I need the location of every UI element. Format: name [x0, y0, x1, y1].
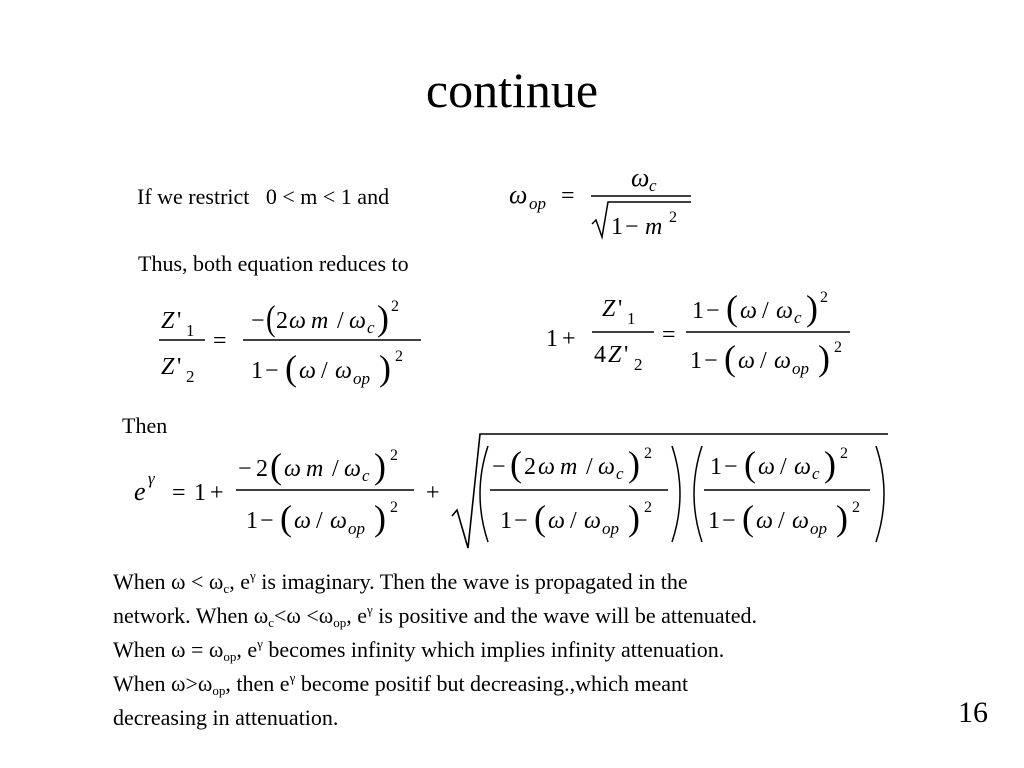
- svg-text:−: −: [260, 508, 274, 534]
- svg-text:ω: ω: [598, 454, 615, 480]
- svg-text:c: c: [794, 308, 802, 327]
- omega-op-equation: [505, 158, 705, 248]
- svg-text:/: /: [780, 454, 787, 480]
- svg-text:(: (: [280, 498, 292, 538]
- svg-text:): ): [806, 288, 818, 328]
- svg-text:ω: ω: [289, 308, 306, 334]
- svg-text:): ): [379, 348, 391, 388]
- svg-text:c: c: [367, 318, 375, 337]
- svg-text:ω: ω: [509, 180, 528, 209]
- svg-text:−: −: [722, 508, 736, 534]
- para-line-5: decreasing in attenuation.: [113, 705, 339, 730]
- svg-text:m: m: [306, 456, 324, 482]
- slide-title: continue: [425, 62, 599, 118]
- svg-text:c: c: [362, 466, 370, 485]
- svg-text:ω: ω: [330, 508, 347, 534]
- svg-text:': ': [624, 342, 629, 368]
- svg-text:): ): [818, 338, 830, 378]
- svg-text:(: (: [744, 444, 756, 484]
- svg-text:(: (: [270, 446, 282, 486]
- svg-text:ω: ω: [335, 358, 352, 384]
- svg-text:1: 1: [690, 348, 702, 374]
- svg-text:ω: ω: [774, 348, 791, 374]
- svg-text:−: −: [492, 454, 506, 480]
- thus-text: Thus, both equation reduces to: [138, 251, 409, 276]
- svg-text:): ): [836, 498, 848, 538]
- para-line-4: When $\omega>\omega_{op}$, then $e^\gamma$ become positif but decreasing.,which meant: [113, 670, 689, 698]
- svg-text:1: 1: [500, 508, 512, 534]
- svg-text:2: 2: [669, 209, 677, 226]
- svg-text:2: 2: [852, 499, 860, 516]
- svg-text:/: /: [778, 508, 785, 534]
- svg-text:γ: γ: [148, 469, 155, 488]
- svg-text:op: op: [348, 519, 365, 538]
- svg-text:ω: ω: [349, 308, 366, 334]
- svg-text:m: m: [560, 454, 578, 480]
- e-gamma-equation: [128, 430, 894, 555]
- svg-text:/: /: [337, 308, 344, 334]
- svg-text:ω: ω: [756, 508, 773, 534]
- svg-text:2: 2: [390, 447, 398, 464]
- svg-text:2: 2: [524, 454, 536, 480]
- svg-text:1: 1: [692, 298, 704, 324]
- svg-text:/: /: [332, 456, 339, 482]
- para-line-1: When $\omega < \omega_c$, $e^\gamma$ is imaginary. Then the wave is propagated in the: [113, 568, 688, 596]
- svg-text:2: 2: [634, 355, 643, 374]
- svg-text:ω: ω: [776, 298, 793, 324]
- svg-text:2: 2: [644, 445, 652, 462]
- svg-text:2: 2: [834, 339, 842, 356]
- svg-text:2: 2: [276, 308, 288, 334]
- svg-text:ω: ω: [284, 456, 301, 482]
- z-ratio-equation: [155, 288, 435, 398]
- svg-text:ω: ω: [344, 456, 361, 482]
- svg-text:1: 1: [611, 214, 623, 240]
- svg-text:−: −: [724, 454, 738, 480]
- svg-text:−: −: [704, 348, 718, 374]
- svg-text:m: m: [645, 214, 663, 240]
- then-text: Then: [122, 413, 168, 438]
- svg-text:c: c: [616, 464, 624, 483]
- svg-text:+: +: [562, 326, 576, 352]
- svg-text:op: op: [810, 519, 827, 538]
- para-line-3: When $\omega = \omega_{op}$, $e^\gamma$ becomes infinity which implies infinity attenuation.: [113, 636, 725, 664]
- svg-text:): ): [628, 498, 640, 538]
- svg-text:(: (: [726, 288, 738, 328]
- page-number: 16: [958, 696, 988, 729]
- svg-text:/: /: [760, 348, 767, 374]
- svg-text:2: 2: [391, 298, 399, 315]
- svg-text:−: −: [238, 456, 252, 482]
- svg-text:2: 2: [840, 445, 848, 462]
- svg-text:op: op: [602, 519, 619, 538]
- svg-text:(: (: [266, 299, 276, 339]
- para-line-2: network. When $\omega_c<\omega <\omega_{op}$, $e^\gamma$ is positive and the wave will be attenuated.: [113, 602, 758, 630]
- svg-text:Z: Z: [608, 342, 622, 368]
- svg-text:−: −: [251, 308, 265, 334]
- svg-text:e: e: [134, 477, 146, 506]
- svg-text:1: 1: [710, 454, 722, 480]
- svg-text:1: 1: [194, 480, 206, 506]
- svg-text:(: (: [742, 498, 754, 538]
- svg-text:=: =: [213, 328, 227, 354]
- explanation-paragraph: [113, 565, 973, 735]
- svg-text:1: 1: [186, 321, 195, 340]
- svg-text:2: 2: [390, 499, 398, 516]
- svg-text:': ': [177, 308, 182, 334]
- svg-text:(: (: [510, 444, 522, 484]
- svg-text:Z: Z: [161, 308, 175, 334]
- svg-text:ω: ω: [538, 454, 555, 480]
- svg-text:ω: ω: [631, 163, 650, 192]
- svg-text:op: op: [529, 194, 546, 213]
- svg-text:2: 2: [395, 348, 403, 365]
- svg-text:m: m: [311, 308, 329, 334]
- svg-text:ω: ω: [299, 358, 316, 384]
- svg-text:op: op: [353, 369, 370, 388]
- svg-text:ω: ω: [738, 348, 755, 374]
- one-plus-equation: [544, 286, 864, 396]
- svg-text:ω: ω: [758, 454, 775, 480]
- svg-text:1: 1: [708, 508, 720, 534]
- svg-text:2: 2: [644, 499, 652, 516]
- svg-text:(: (: [534, 498, 546, 538]
- svg-text:Z: Z: [602, 296, 616, 322]
- svg-text:+: +: [426, 480, 440, 506]
- svg-text:): ): [824, 444, 836, 484]
- svg-text:/: /: [586, 454, 593, 480]
- svg-text:=: =: [172, 480, 186, 506]
- svg-text:': ': [177, 354, 182, 380]
- svg-text:1: 1: [251, 358, 263, 384]
- svg-text:−: −: [706, 298, 720, 324]
- svg-text:/: /: [762, 298, 769, 324]
- svg-text:): ): [377, 298, 389, 338]
- svg-text:+: +: [210, 480, 224, 506]
- svg-text:/: /: [570, 508, 577, 534]
- svg-text:(: (: [724, 338, 736, 378]
- svg-text:=: =: [662, 322, 676, 348]
- svg-text:−: −: [265, 358, 279, 384]
- svg-text:c: c: [649, 176, 657, 195]
- svg-text:2: 2: [256, 456, 268, 482]
- svg-text:ω: ω: [584, 508, 601, 534]
- svg-text:1: 1: [246, 508, 258, 534]
- svg-text:2: 2: [186, 367, 195, 386]
- svg-text:/: /: [321, 358, 328, 384]
- svg-text:−: −: [625, 214, 639, 240]
- svg-text:): ): [374, 446, 386, 486]
- svg-text:': ': [618, 296, 623, 322]
- svg-text:): ): [374, 498, 386, 538]
- svg-text:−: −: [514, 508, 528, 534]
- svg-text:ω: ω: [740, 298, 757, 324]
- svg-text:2: 2: [820, 289, 828, 306]
- svg-text:ω: ω: [794, 454, 811, 480]
- svg-text:c: c: [812, 464, 820, 483]
- svg-text:=: =: [561, 183, 575, 209]
- restrict-text: If we restrict 0 < m < 1 and: [137, 184, 390, 209]
- svg-text:ω: ω: [548, 508, 565, 534]
- svg-text:(: (: [285, 348, 297, 388]
- svg-text:4: 4: [594, 342, 606, 368]
- svg-text:/: /: [316, 508, 323, 534]
- svg-text:): ): [628, 444, 640, 484]
- svg-text:1: 1: [627, 309, 636, 328]
- svg-text:1: 1: [546, 326, 558, 352]
- svg-text:ω: ω: [792, 508, 809, 534]
- svg-text:ω: ω: [294, 508, 311, 534]
- svg-text:Z: Z: [161, 354, 175, 380]
- svg-text:op: op: [792, 359, 809, 378]
